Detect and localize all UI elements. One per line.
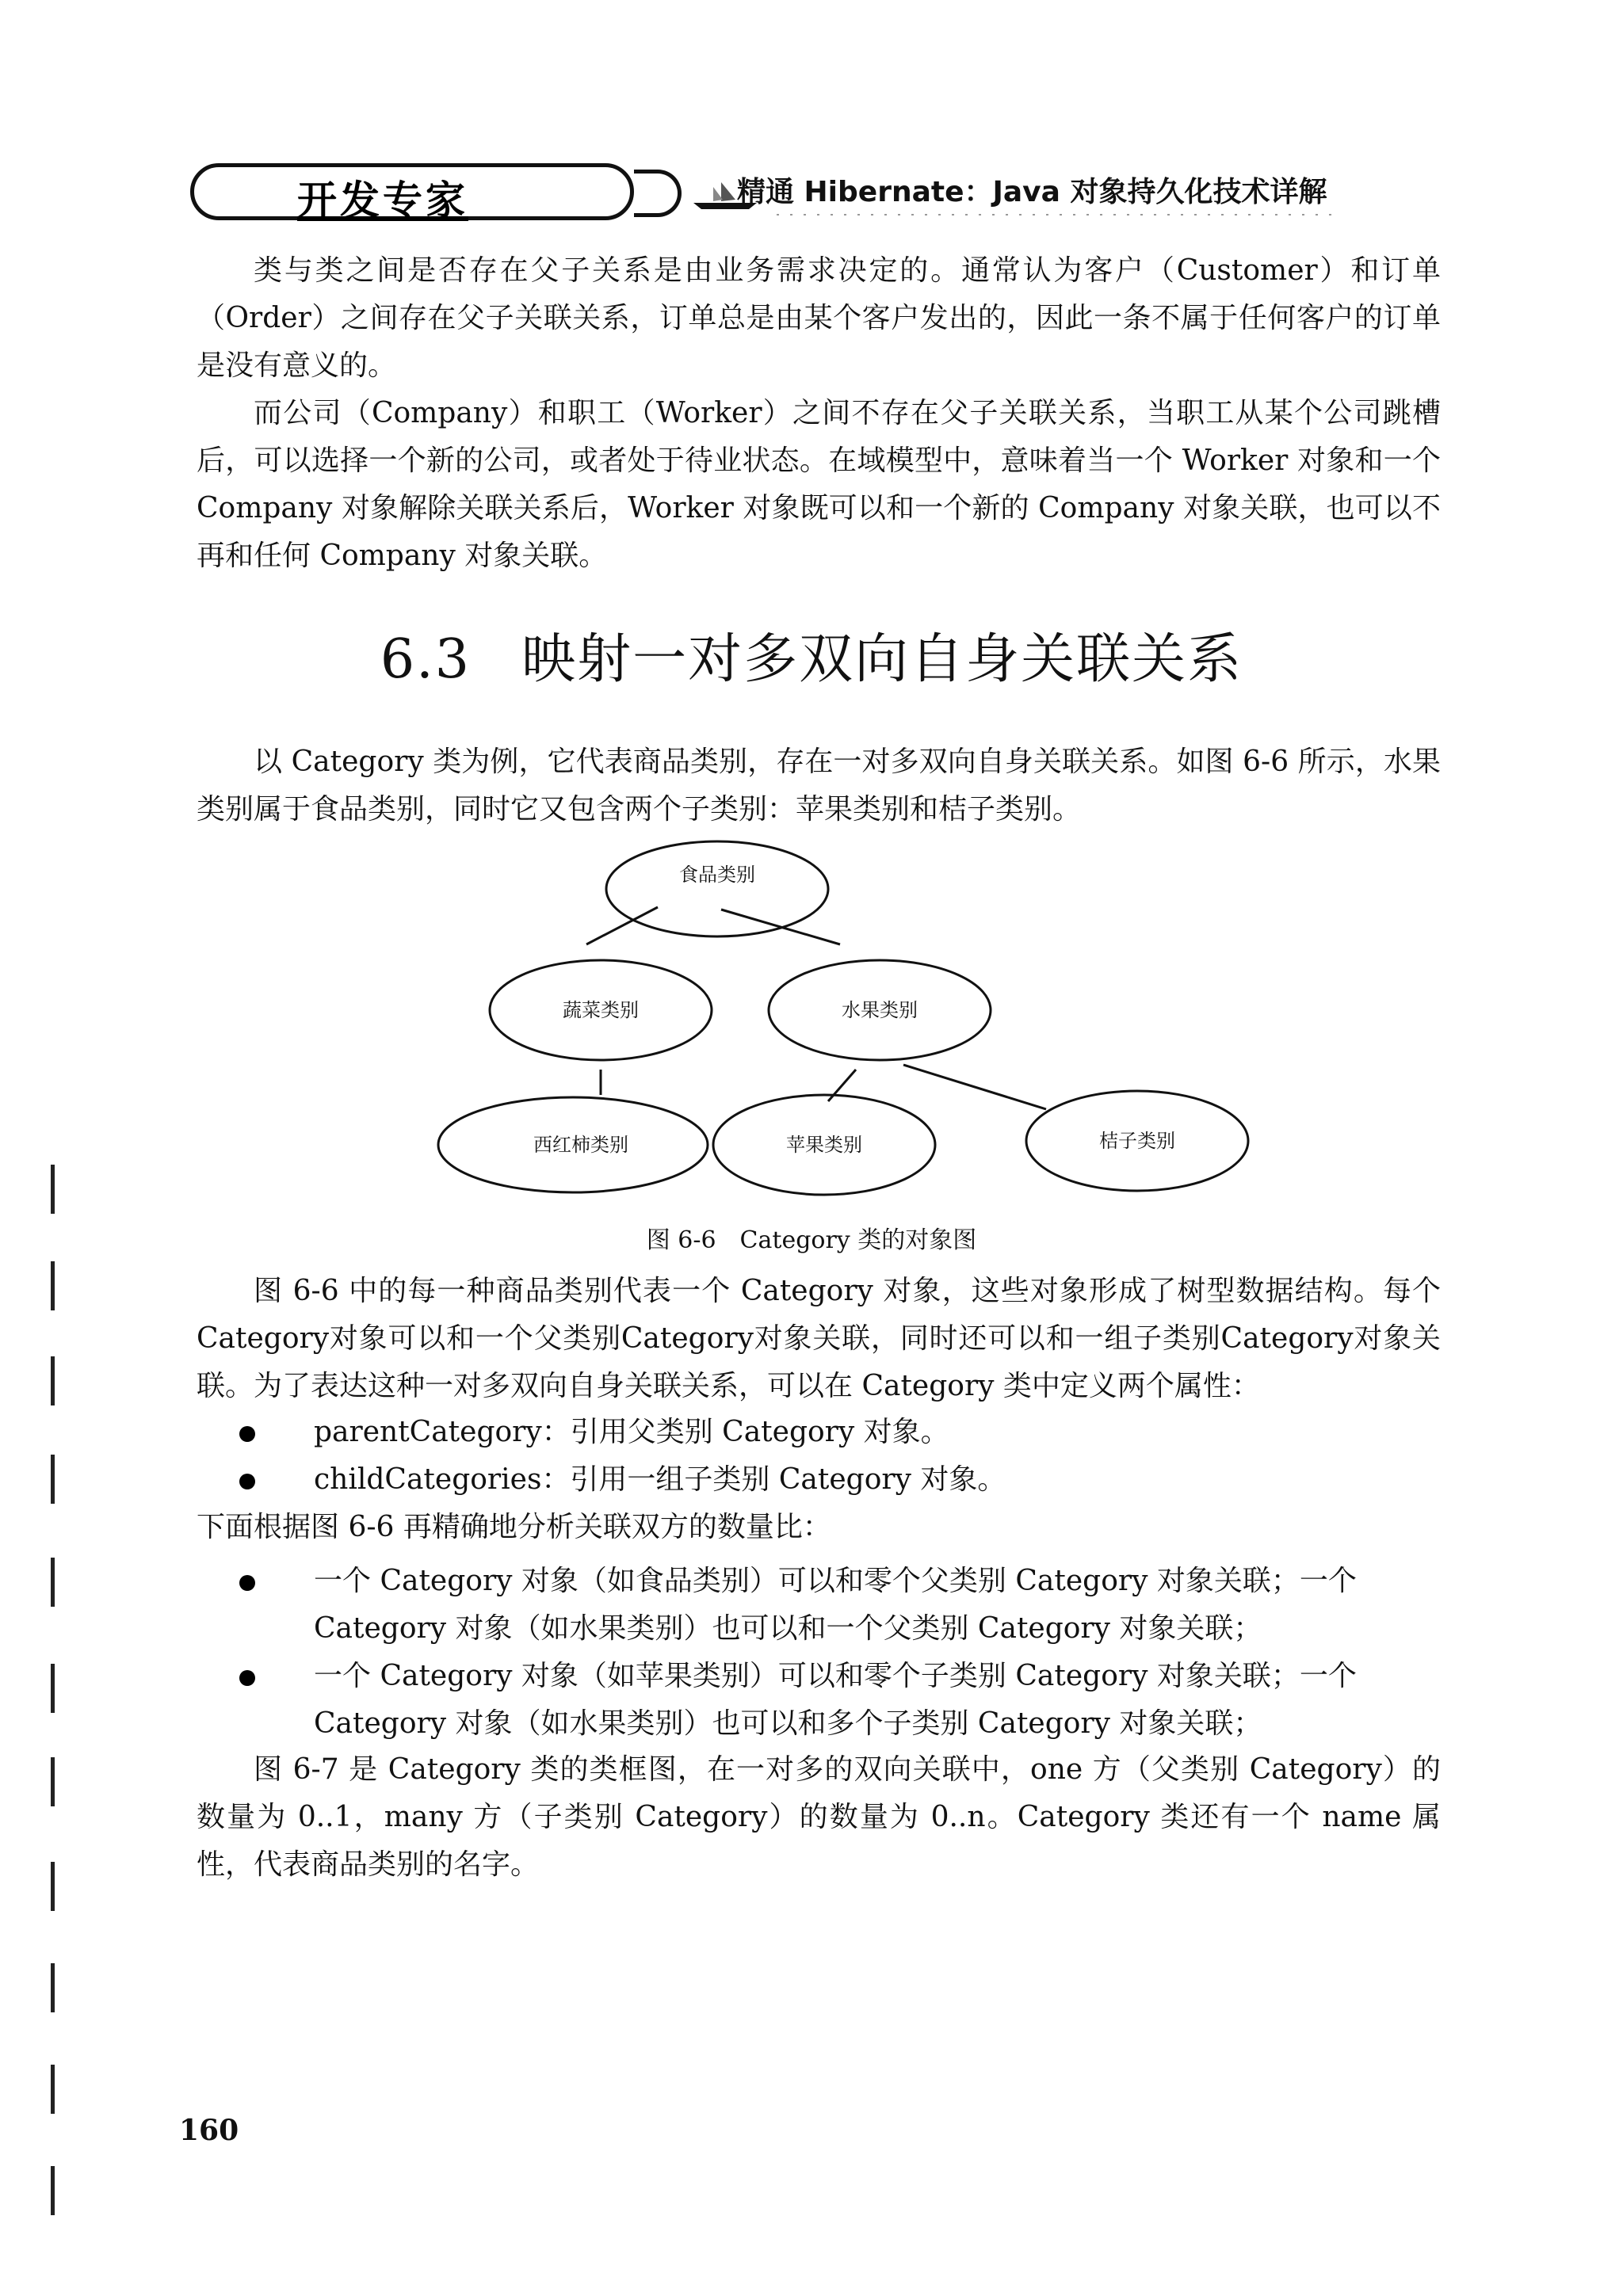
- node-apple-label: 苹果类别: [786, 1134, 862, 1156]
- edge-fruit-orange: [903, 1065, 1046, 1109]
- bullet-dot-icon: [239, 1474, 255, 1489]
- page-number: 160: [179, 2114, 239, 2147]
- margin-bar: [51, 1862, 55, 1911]
- node-food-ellipse: [606, 841, 828, 936]
- margin-bar: [51, 1165, 55, 1214]
- paragraph-2: 而公司（Company）和职工（Worker）之间不存在父子关联关系，当职工从某个公司跳槽后，可以选择一个新的公司，或者处于待业状态。在域模型中，意味着当一个 Worker 对象和一个 Company 对象解除关联关系后，Worker 对象既可以和一个新的 Company 对象关联，也可以不再和任何 Company 对象关联。: [197, 397, 1441, 572]
- bullet-ratio-parent: [246, 1558, 1442, 1653]
- bullet-dot-icon: [239, 1426, 255, 1442]
- section-number: 6.3: [380, 628, 472, 691]
- margin-bar: [51, 1558, 55, 1607]
- bullet-child-categories: [246, 1456, 1442, 1504]
- margin-bar: [51, 1455, 55, 1504]
- book-title: 精通 Hibernate：Java 对象持久化技术详解: [737, 176, 1327, 208]
- bullet-text-line2: Category 对象（如水果类别）也可以和一个父类别 Category 对象关联；: [314, 1612, 1262, 1645]
- paragraph-5: 下面根据图 6-6 再精确地分析关联双方的数量比：: [197, 1511, 831, 1543]
- bullet-dot-icon: [239, 1575, 255, 1591]
- bullet-text-line1: 一个 Category 对象（如苹果类别）可以和零个子类别 Category 对象关联；一个: [314, 1660, 1357, 1692]
- margin-bar: [51, 2065, 55, 2114]
- bullet-parent-category: [246, 1409, 1442, 1456]
- node-tomato-label: 西红柿类别: [533, 1134, 628, 1156]
- section-heading: [0, 616, 1623, 693]
- margin-bar: [51, 2166, 55, 2215]
- margin-bar: [51, 1664, 55, 1713]
- margin-bar: [51, 1757, 55, 1806]
- paragraph-4: 图 6-6 中的每一种商品类别代表一个 Category 对象，这些对象形成了树型数据结构。每个Category对象可以和一个父类别Category对象关联，同时还可以和一组子类别Category对象关联。为了表达这种一对多双向自身关联关系，可以在 Category 类中定义两个属性：: [197, 1275, 1441, 1402]
- paragraph-3: 以 Category 类为例，它代表商品类别，存在一对多双向自身关联关系。如图 6-6 所示，水果类别属于食品类别，同时它又包含两个子类别：苹果类别和桔子类别。: [197, 746, 1441, 826]
- running-header: [190, 155, 1331, 235]
- node-vegetable-label: 蔬菜类别: [563, 999, 639, 1021]
- section-title-text: 映射一对多双向自身关联关系: [521, 628, 1243, 691]
- header-dotted-rule: [697, 211, 1331, 219]
- bullet-text-line1: 一个 Category 对象（如食品类别）可以和零个父类别 Category 对象关联；一个: [314, 1565, 1357, 1597]
- bullet-text-line2: Category 对象（如水果类别）也可以和多个子类别 Category 对象关联；: [314, 1707, 1262, 1740]
- bullet-text: childCategories：引用一组子类别 Category 对象。: [314, 1463, 1006, 1496]
- logo-tail-decoration: [634, 170, 682, 217]
- margin-bar: [51, 1963, 55, 2012]
- series-logo: [190, 163, 634, 223]
- category-object-diagram: [428, 840, 1268, 1212]
- node-food-label: 食品类别: [679, 864, 755, 886]
- paragraph-1: 类与类之间是否存在父子关系是由业务需求决定的。通常认为客户（Customer）和订单（Order）之间存在父子关联关系，订单总是由某个客户发出的，因此一条不属于任何客户的订单是没有意义的。: [197, 254, 1441, 382]
- bullet-ratio-child: [246, 1653, 1442, 1748]
- bullet-dot-icon: [239, 1670, 255, 1686]
- node-orange-label: 桔子类别: [1099, 1130, 1175, 1152]
- margin-bar: [51, 1356, 55, 1405]
- series-logo-text: 开发专家: [297, 177, 468, 223]
- node-fruit-label: 水果类别: [842, 999, 918, 1021]
- margin-bar: [51, 1261, 55, 1310]
- bullet-text: parentCategory：引用父类别 Category 对象。: [314, 1416, 949, 1448]
- paragraph-6: 图 6-7 是 Category 类的类框图，在一对多的双向关联中，one 方（父类别 Category）的数量为 0..1，many 方（子类别 Category）的数量为 0..n。Category 类还有一个 name 属性，代表商品类别的名字。: [197, 1753, 1441, 1881]
- figure-caption: 图 6-6 Category 类的对象图: [646, 1226, 977, 1254]
